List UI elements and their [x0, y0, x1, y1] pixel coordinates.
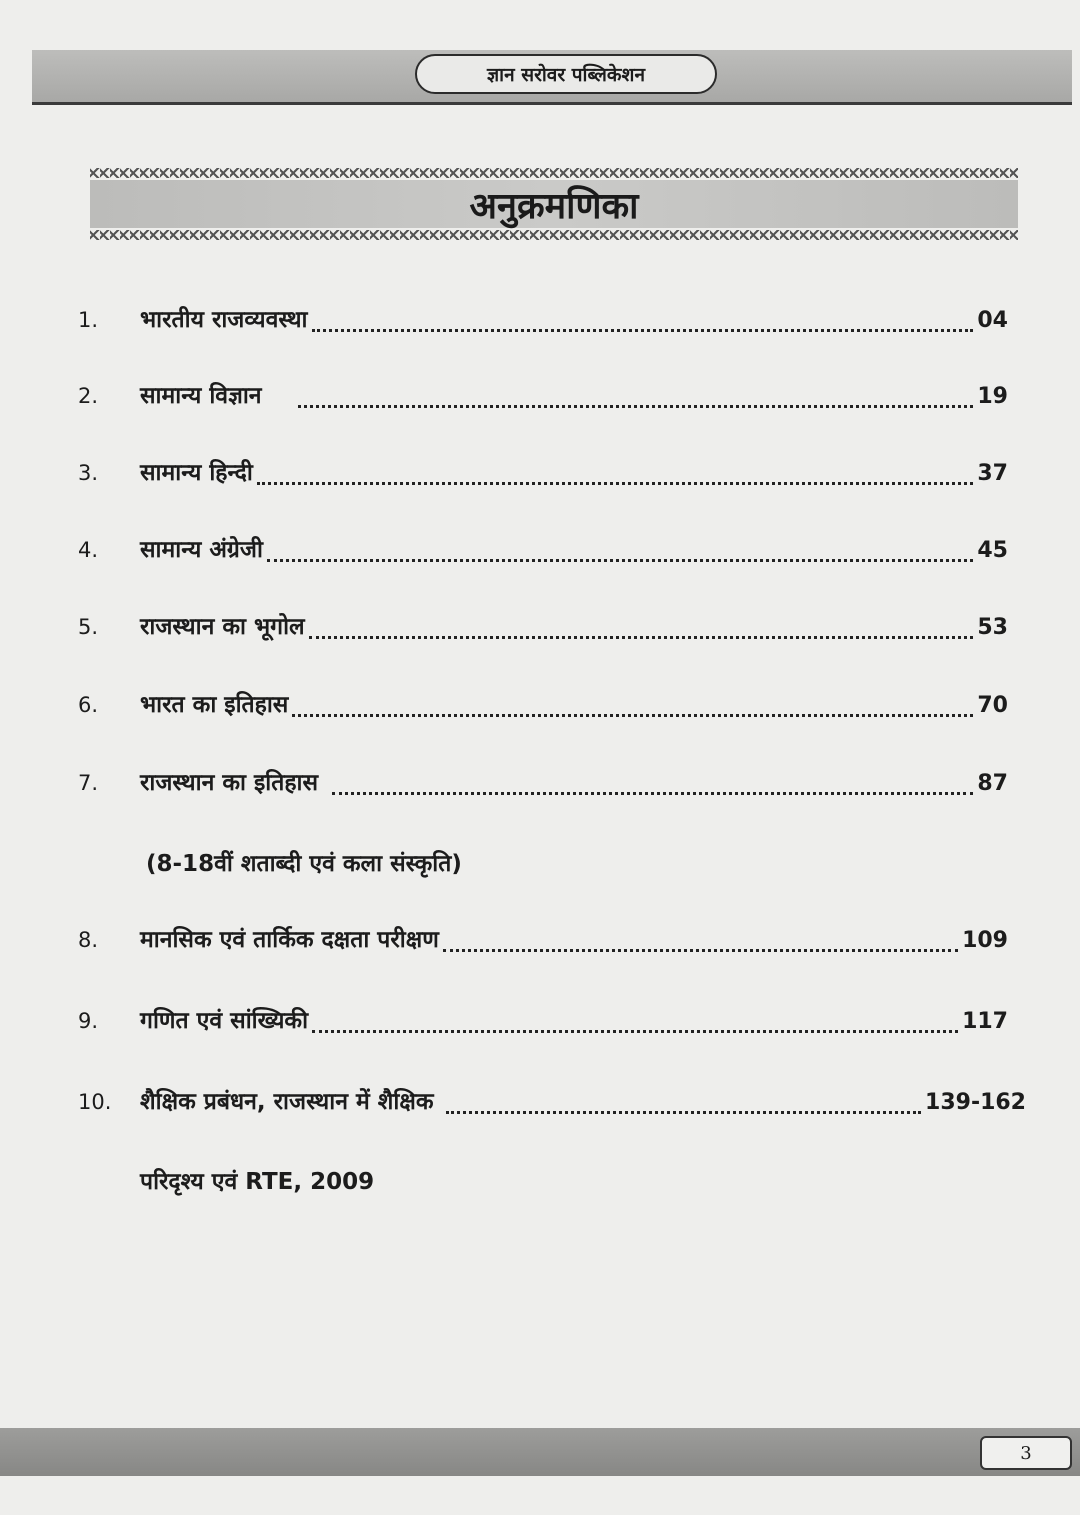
dot-leader — [443, 949, 958, 952]
toc-entry — [78, 532, 1008, 572]
dot-leader — [298, 405, 974, 408]
toc-page-number: 70 — [977, 693, 1008, 718]
toc-title: शैक्षिक प्रबंधन, राजस्थान में शैक्षिक — [140, 1089, 434, 1115]
toc-entry — [78, 302, 1008, 342]
toc-page-number: 37 — [977, 461, 1008, 486]
dot-leader — [267, 559, 973, 562]
toc-title: गणित एवं सांख्यिकी — [140, 1008, 309, 1034]
toc-number: 8. — [78, 928, 99, 952]
toc-number: 10. — [78, 1090, 112, 1114]
title-border-bottom — [90, 230, 1018, 240]
toc-title: भारतीय राजव्यवस्था — [140, 307, 308, 333]
toc-entry — [78, 765, 1008, 805]
toc-entry — [78, 922, 1008, 962]
toc-title: सामान्य अंग्रेजी — [140, 537, 263, 563]
dot-leader — [309, 636, 974, 639]
footer-bar — [0, 1428, 1080, 1476]
toc-number: 1. — [78, 308, 99, 332]
toc-page-number: 87 — [977, 771, 1008, 796]
toc-page-number: 117 — [962, 1009, 1008, 1034]
toc-number: 9. — [78, 1009, 99, 1033]
toc-subtitle: परिदृश्य एवं RTE, 2009 — [140, 1169, 375, 1195]
toc-title: भारत का इतिहास — [140, 692, 289, 718]
toc-number: 2. — [78, 384, 99, 408]
toc-number: 5. — [78, 615, 99, 639]
toc-page-number: 109 — [962, 928, 1008, 953]
toc-page-number: 04 — [977, 308, 1008, 333]
toc-title: राजस्थान का भूगोल — [140, 614, 305, 640]
title-banner — [90, 180, 1018, 228]
toc-page-number: 53 — [977, 615, 1008, 640]
toc-title: राजस्थान का इतिहास — [140, 770, 319, 796]
toc-number: 6. — [78, 693, 99, 717]
title-border-top — [90, 168, 1018, 178]
dot-leader — [292, 714, 973, 717]
toc-title: सामान्य हिन्दी — [140, 460, 253, 486]
toc-entry — [78, 1084, 1026, 1124]
toc-page-number: 19 — [977, 384, 1008, 409]
toc-entry — [78, 609, 1008, 649]
toc-page-number: 45 — [977, 538, 1008, 563]
page-number: 3 — [980, 1436, 1072, 1470]
publisher-name: ज्ञान सरोवर पब्लिकेशन — [415, 54, 717, 94]
toc-entry — [78, 687, 1008, 727]
dot-leader — [312, 329, 974, 332]
toc-number: 7. — [78, 771, 99, 795]
dot-leader — [257, 482, 974, 485]
dot-leader — [312, 1030, 958, 1033]
dot-leader — [332, 792, 973, 795]
toc-entry — [78, 1003, 1008, 1043]
page-title: अनुक्रमणिका — [469, 185, 639, 227]
toc-number: 3. — [78, 461, 99, 485]
toc-title: सामान्य विज्ञान — [140, 383, 262, 409]
toc-subtitle: (8-18वीं शताब्दी एवं कला संस्कृति) — [146, 851, 462, 877]
toc-title: मानसिक एवं तार्किक दक्षता परीक्षण — [140, 927, 439, 953]
toc-entry — [78, 378, 1008, 418]
dot-leader — [446, 1111, 922, 1114]
toc-number: 4. — [78, 538, 99, 562]
toc-page-number: 139-162 — [925, 1090, 1026, 1115]
toc-entry — [78, 455, 1008, 495]
